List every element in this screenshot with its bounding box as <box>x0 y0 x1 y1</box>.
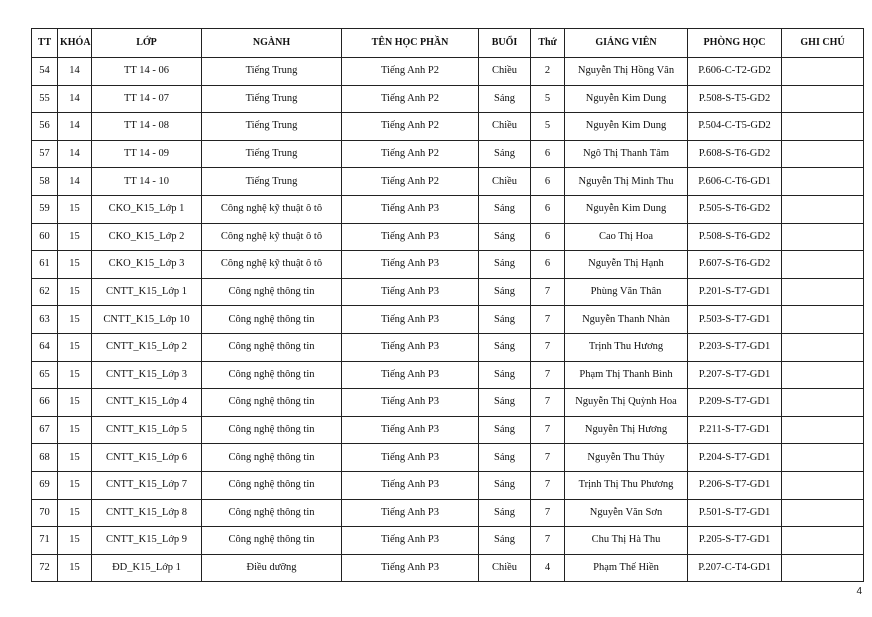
table-row <box>32 527 864 555</box>
cell-buoi: Sáng <box>479 527 531 555</box>
cell-thu: 6 <box>531 223 565 251</box>
cell-ghi-chu <box>782 85 864 113</box>
table-row <box>32 85 864 113</box>
cell-tt: 69 <box>32 471 58 499</box>
cell-lop: TT 14 - 10 <box>92 168 202 196</box>
cell-giang-vien: Nguyễn Thu Thủy <box>565 444 688 472</box>
cell-phong-hoc: P.203-S-T7-GD1 <box>688 333 782 361</box>
cell-lop: CKO_K15_Lớp 3 <box>92 251 202 279</box>
cell-lop: CNTT_K15_Lớp 9 <box>92 527 202 555</box>
header-row <box>32 29 864 58</box>
cell-thu: 7 <box>531 527 565 555</box>
cell-khoa: 15 <box>58 195 92 223</box>
cell-nganh: Công nghệ thông tin <box>202 333 342 361</box>
table-row <box>32 306 864 334</box>
cell-hoc-phan: Tiếng Anh P3 <box>342 554 479 582</box>
cell-ghi-chu <box>782 223 864 251</box>
cell-thu: 7 <box>531 306 565 334</box>
cell-phong-hoc: P.209-S-T7-GD1 <box>688 389 782 417</box>
cell-ghi-chu <box>782 58 864 86</box>
table-row <box>32 444 864 472</box>
cell-giang-vien: Chu Thị Hà Thu <box>565 527 688 555</box>
cell-tt: 61 <box>32 251 58 279</box>
cell-lop: TT 14 - 09 <box>92 140 202 168</box>
table-row <box>32 58 864 86</box>
cell-buoi: Sáng <box>479 389 531 417</box>
cell-hoc-phan: Tiếng Anh P2 <box>342 85 479 113</box>
cell-nganh: Công nghệ thông tin <box>202 499 342 527</box>
cell-nganh: Công nghệ thông tin <box>202 306 342 334</box>
cell-buoi: Sáng <box>479 444 531 472</box>
cell-hoc-phan: Tiếng Anh P3 <box>342 471 479 499</box>
cell-khoa: 14 <box>58 58 92 86</box>
header-buoi: BUỔI <box>479 29 531 58</box>
header-khoa: KHÓA <box>58 29 92 58</box>
cell-lop: TT 14 - 08 <box>92 113 202 141</box>
cell-ghi-chu <box>782 389 864 417</box>
cell-buoi: Sáng <box>479 499 531 527</box>
cell-tt: 70 <box>32 499 58 527</box>
cell-lop: CNTT_K15_Lớp 3 <box>92 361 202 389</box>
cell-hoc-phan: Tiếng Anh P3 <box>342 195 479 223</box>
header-giang-vien: GIẢNG VIÊN <box>565 29 688 58</box>
cell-khoa: 15 <box>58 223 92 251</box>
header-ten-hoc-phan: TÊN HỌC PHẦN <box>342 29 479 58</box>
cell-lop: CNTT_K15_Lớp 8 <box>92 499 202 527</box>
cell-hoc-phan: Tiếng Anh P3 <box>342 499 479 527</box>
cell-lop: TT 14 - 06 <box>92 58 202 86</box>
header-tt: TT <box>32 29 58 58</box>
cell-buoi: Sáng <box>479 306 531 334</box>
cell-giang-vien: Nguyễn Kim Dung <box>565 195 688 223</box>
cell-buoi: Sáng <box>479 85 531 113</box>
table-row <box>32 223 864 251</box>
cell-tt: 60 <box>32 223 58 251</box>
cell-phong-hoc: P.505-S-T6-GD2 <box>688 195 782 223</box>
cell-thu: 6 <box>531 195 565 223</box>
table-row <box>32 278 864 306</box>
cell-khoa: 15 <box>58 389 92 417</box>
table-row <box>32 389 864 417</box>
cell-nganh: Tiếng Trung <box>202 58 342 86</box>
cell-phong-hoc: P.211-S-T7-GD1 <box>688 416 782 444</box>
cell-lop: CNTT_K15_Lớp 10 <box>92 306 202 334</box>
cell-phong-hoc: P.606-C-T2-GD2 <box>688 58 782 86</box>
cell-nganh: Công nghệ thông tin <box>202 278 342 306</box>
cell-tt: 71 <box>32 527 58 555</box>
table-row <box>32 251 864 279</box>
cell-nganh: Điều dưỡng <box>202 554 342 582</box>
cell-nganh: Công nghệ thông tin <box>202 389 342 417</box>
cell-khoa: 15 <box>58 251 92 279</box>
cell-ghi-chu <box>782 168 864 196</box>
cell-hoc-phan: Tiếng Anh P2 <box>342 140 479 168</box>
cell-thu: 7 <box>531 499 565 527</box>
cell-ghi-chu <box>782 361 864 389</box>
cell-buoi: Sáng <box>479 140 531 168</box>
cell-thu: 4 <box>531 554 565 582</box>
cell-phong-hoc: P.201-S-T7-GD1 <box>688 278 782 306</box>
cell-thu: 5 <box>531 113 565 141</box>
cell-khoa: 14 <box>58 140 92 168</box>
cell-thu: 6 <box>531 140 565 168</box>
cell-nganh: Công nghệ kỹ thuật ô tô <box>202 251 342 279</box>
cell-ghi-chu <box>782 554 864 582</box>
cell-giang-vien: Nguyễn Thị Quỳnh Hoa <box>565 389 688 417</box>
cell-phong-hoc: P.206-S-T7-GD1 <box>688 471 782 499</box>
cell-hoc-phan: Tiếng Anh P3 <box>342 223 479 251</box>
cell-khoa: 15 <box>58 499 92 527</box>
cell-buoi: Sáng <box>479 416 531 444</box>
page-number: 4 <box>856 586 862 597</box>
cell-tt: 67 <box>32 416 58 444</box>
cell-phong-hoc: P.205-S-T7-GD1 <box>688 527 782 555</box>
cell-lop: ĐD_K15_Lớp 1 <box>92 554 202 582</box>
cell-buoi: Sáng <box>479 471 531 499</box>
header-ghi-chu: GHI CHÚ <box>782 29 864 58</box>
cell-nganh: Công nghệ kỹ thuật ô tô <box>202 195 342 223</box>
cell-ghi-chu <box>782 113 864 141</box>
table-row <box>32 168 864 196</box>
cell-thu: 5 <box>531 85 565 113</box>
cell-phong-hoc: P.508-S-T5-GD2 <box>688 85 782 113</box>
cell-hoc-phan: Tiếng Anh P3 <box>342 333 479 361</box>
cell-tt: 64 <box>32 333 58 361</box>
cell-lop: CKO_K15_Lớp 2 <box>92 223 202 251</box>
table-row <box>32 554 864 582</box>
cell-ghi-chu <box>782 499 864 527</box>
table-row <box>32 333 864 361</box>
table-row <box>32 361 864 389</box>
cell-phong-hoc: P.607-S-T6-GD2 <box>688 251 782 279</box>
cell-tt: 57 <box>32 140 58 168</box>
cell-giang-vien: Nguyễn Thanh Nhàn <box>565 306 688 334</box>
cell-tt: 58 <box>32 168 58 196</box>
cell-giang-vien: Nguyễn Thị Hương <box>565 416 688 444</box>
cell-lop: CNTT_K15_Lớp 6 <box>92 444 202 472</box>
table-row <box>32 195 864 223</box>
schedule-sheet <box>31 28 863 582</box>
cell-tt: 56 <box>32 113 58 141</box>
cell-khoa: 15 <box>58 554 92 582</box>
cell-khoa: 15 <box>58 416 92 444</box>
cell-phong-hoc: P.608-S-T6-GD2 <box>688 140 782 168</box>
cell-giang-vien: Nguyễn Thị Minh Thu <box>565 168 688 196</box>
cell-lop: CNTT_K15_Lớp 7 <box>92 471 202 499</box>
cell-ghi-chu <box>782 251 864 279</box>
cell-lop: TT 14 - 07 <box>92 85 202 113</box>
cell-hoc-phan: Tiếng Anh P2 <box>342 58 479 86</box>
cell-ghi-chu <box>782 140 864 168</box>
header-phong-hoc: PHÒNG HỌC <box>688 29 782 58</box>
cell-khoa: 15 <box>58 306 92 334</box>
table-body <box>32 58 864 582</box>
cell-buoi: Chiều <box>479 58 531 86</box>
cell-tt: 63 <box>32 306 58 334</box>
cell-giang-vien: Ngô Thị Thanh Tâm <box>565 140 688 168</box>
cell-buoi: Sáng <box>479 278 531 306</box>
cell-lop: CNTT_K15_Lớp 5 <box>92 416 202 444</box>
cell-khoa: 15 <box>58 527 92 555</box>
cell-tt: 65 <box>32 361 58 389</box>
cell-khoa: 15 <box>58 361 92 389</box>
cell-tt: 59 <box>32 195 58 223</box>
cell-giang-vien: Nguyễn Thị Hồng Vân <box>565 58 688 86</box>
cell-phong-hoc: P.503-S-T7-GD1 <box>688 306 782 334</box>
cell-buoi: Sáng <box>479 195 531 223</box>
cell-tt: 62 <box>32 278 58 306</box>
cell-tt: 72 <box>32 554 58 582</box>
cell-ghi-chu <box>782 444 864 472</box>
cell-khoa: 15 <box>58 333 92 361</box>
cell-nganh: Công nghệ thông tin <box>202 527 342 555</box>
table-row <box>32 416 864 444</box>
cell-giang-vien: Trịnh Thị Thu Phương <box>565 471 688 499</box>
cell-nganh: Tiếng Trung <box>202 168 342 196</box>
cell-buoi: Sáng <box>479 333 531 361</box>
cell-thu: 7 <box>531 333 565 361</box>
cell-hoc-phan: Tiếng Anh P3 <box>342 527 479 555</box>
cell-ghi-chu <box>782 195 864 223</box>
header-lop: LỚP <box>92 29 202 58</box>
cell-nganh: Tiếng Trung <box>202 85 342 113</box>
cell-nganh: Công nghệ thông tin <box>202 416 342 444</box>
cell-giang-vien: Phạm Thị Thanh Bình <box>565 361 688 389</box>
cell-giang-vien: Cao Thị Hoa <box>565 223 688 251</box>
cell-nganh: Công nghệ thông tin <box>202 444 342 472</box>
cell-hoc-phan: Tiếng Anh P3 <box>342 416 479 444</box>
cell-lop: CNTT_K15_Lớp 1 <box>92 278 202 306</box>
schedule-table <box>31 28 864 582</box>
cell-lop: CNTT_K15_Lớp 2 <box>92 333 202 361</box>
cell-ghi-chu <box>782 333 864 361</box>
cell-buoi: Chiều <box>479 554 531 582</box>
cell-hoc-phan: Tiếng Anh P3 <box>342 251 479 279</box>
cell-khoa: 14 <box>58 85 92 113</box>
header-nganh: NGÀNH <box>202 29 342 58</box>
cell-ghi-chu <box>782 306 864 334</box>
cell-thu: 7 <box>531 278 565 306</box>
cell-thu: 7 <box>531 361 565 389</box>
table-row <box>32 113 864 141</box>
cell-thu: 7 <box>531 471 565 499</box>
cell-giang-vien: Nguyễn Văn Sơn <box>565 499 688 527</box>
cell-buoi: Sáng <box>479 251 531 279</box>
cell-buoi: Sáng <box>479 223 531 251</box>
cell-tt: 68 <box>32 444 58 472</box>
cell-khoa: 15 <box>58 278 92 306</box>
cell-nganh: Tiếng Trung <box>202 113 342 141</box>
cell-ghi-chu <box>782 416 864 444</box>
cell-khoa: 15 <box>58 471 92 499</box>
cell-hoc-phan: Tiếng Anh P2 <box>342 168 479 196</box>
cell-hoc-phan: Tiếng Anh P3 <box>342 361 479 389</box>
cell-buoi: Chiều <box>479 168 531 196</box>
cell-giang-vien: Phùng Văn Thân <box>565 278 688 306</box>
cell-thu: 2 <box>531 58 565 86</box>
cell-buoi: Sáng <box>479 361 531 389</box>
cell-giang-vien: Trịnh Thu Hương <box>565 333 688 361</box>
cell-ghi-chu <box>782 471 864 499</box>
cell-hoc-phan: Tiếng Anh P3 <box>342 306 479 334</box>
cell-thu: 7 <box>531 416 565 444</box>
table-row <box>32 499 864 527</box>
cell-thu: 6 <box>531 251 565 279</box>
table-row <box>32 140 864 168</box>
cell-giang-vien: Nguyễn Kim Dung <box>565 85 688 113</box>
cell-hoc-phan: Tiếng Anh P3 <box>342 389 479 417</box>
cell-thu: 6 <box>531 168 565 196</box>
cell-lop: CKO_K15_Lớp 1 <box>92 195 202 223</box>
cell-hoc-phan: Tiếng Anh P2 <box>342 113 479 141</box>
cell-phong-hoc: P.204-S-T7-GD1 <box>688 444 782 472</box>
cell-phong-hoc: P.207-S-T7-GD1 <box>688 361 782 389</box>
cell-giang-vien: Nguyễn Thị Hạnh <box>565 251 688 279</box>
cell-ghi-chu <box>782 278 864 306</box>
table-header <box>32 29 864 58</box>
table-row <box>32 471 864 499</box>
cell-nganh: Công nghệ kỹ thuật ô tô <box>202 223 342 251</box>
cell-giang-vien: Phạm Thế Hiền <box>565 554 688 582</box>
cell-khoa: 15 <box>58 444 92 472</box>
cell-nganh: Công nghệ thông tin <box>202 471 342 499</box>
cell-hoc-phan: Tiếng Anh P3 <box>342 444 479 472</box>
cell-tt: 55 <box>32 85 58 113</box>
cell-phong-hoc: P.207-C-T4-GD1 <box>688 554 782 582</box>
cell-nganh: Công nghệ thông tin <box>202 361 342 389</box>
cell-tt: 54 <box>32 58 58 86</box>
cell-hoc-phan: Tiếng Anh P3 <box>342 278 479 306</box>
cell-phong-hoc: P.501-S-T7-GD1 <box>688 499 782 527</box>
header-thu: Thứ <box>531 29 565 58</box>
cell-buoi: Chiều <box>479 113 531 141</box>
cell-phong-hoc: P.508-S-T6-GD2 <box>688 223 782 251</box>
cell-giang-vien: Nguyễn Kim Dung <box>565 113 688 141</box>
cell-thu: 7 <box>531 444 565 472</box>
cell-khoa: 14 <box>58 113 92 141</box>
cell-ghi-chu <box>782 527 864 555</box>
cell-thu: 7 <box>531 389 565 417</box>
cell-phong-hoc: P.504-C-T5-GD2 <box>688 113 782 141</box>
cell-khoa: 14 <box>58 168 92 196</box>
cell-tt: 66 <box>32 389 58 417</box>
cell-nganh: Tiếng Trung <box>202 140 342 168</box>
cell-lop: CNTT_K15_Lớp 4 <box>92 389 202 417</box>
cell-phong-hoc: P.606-C-T6-GD1 <box>688 168 782 196</box>
